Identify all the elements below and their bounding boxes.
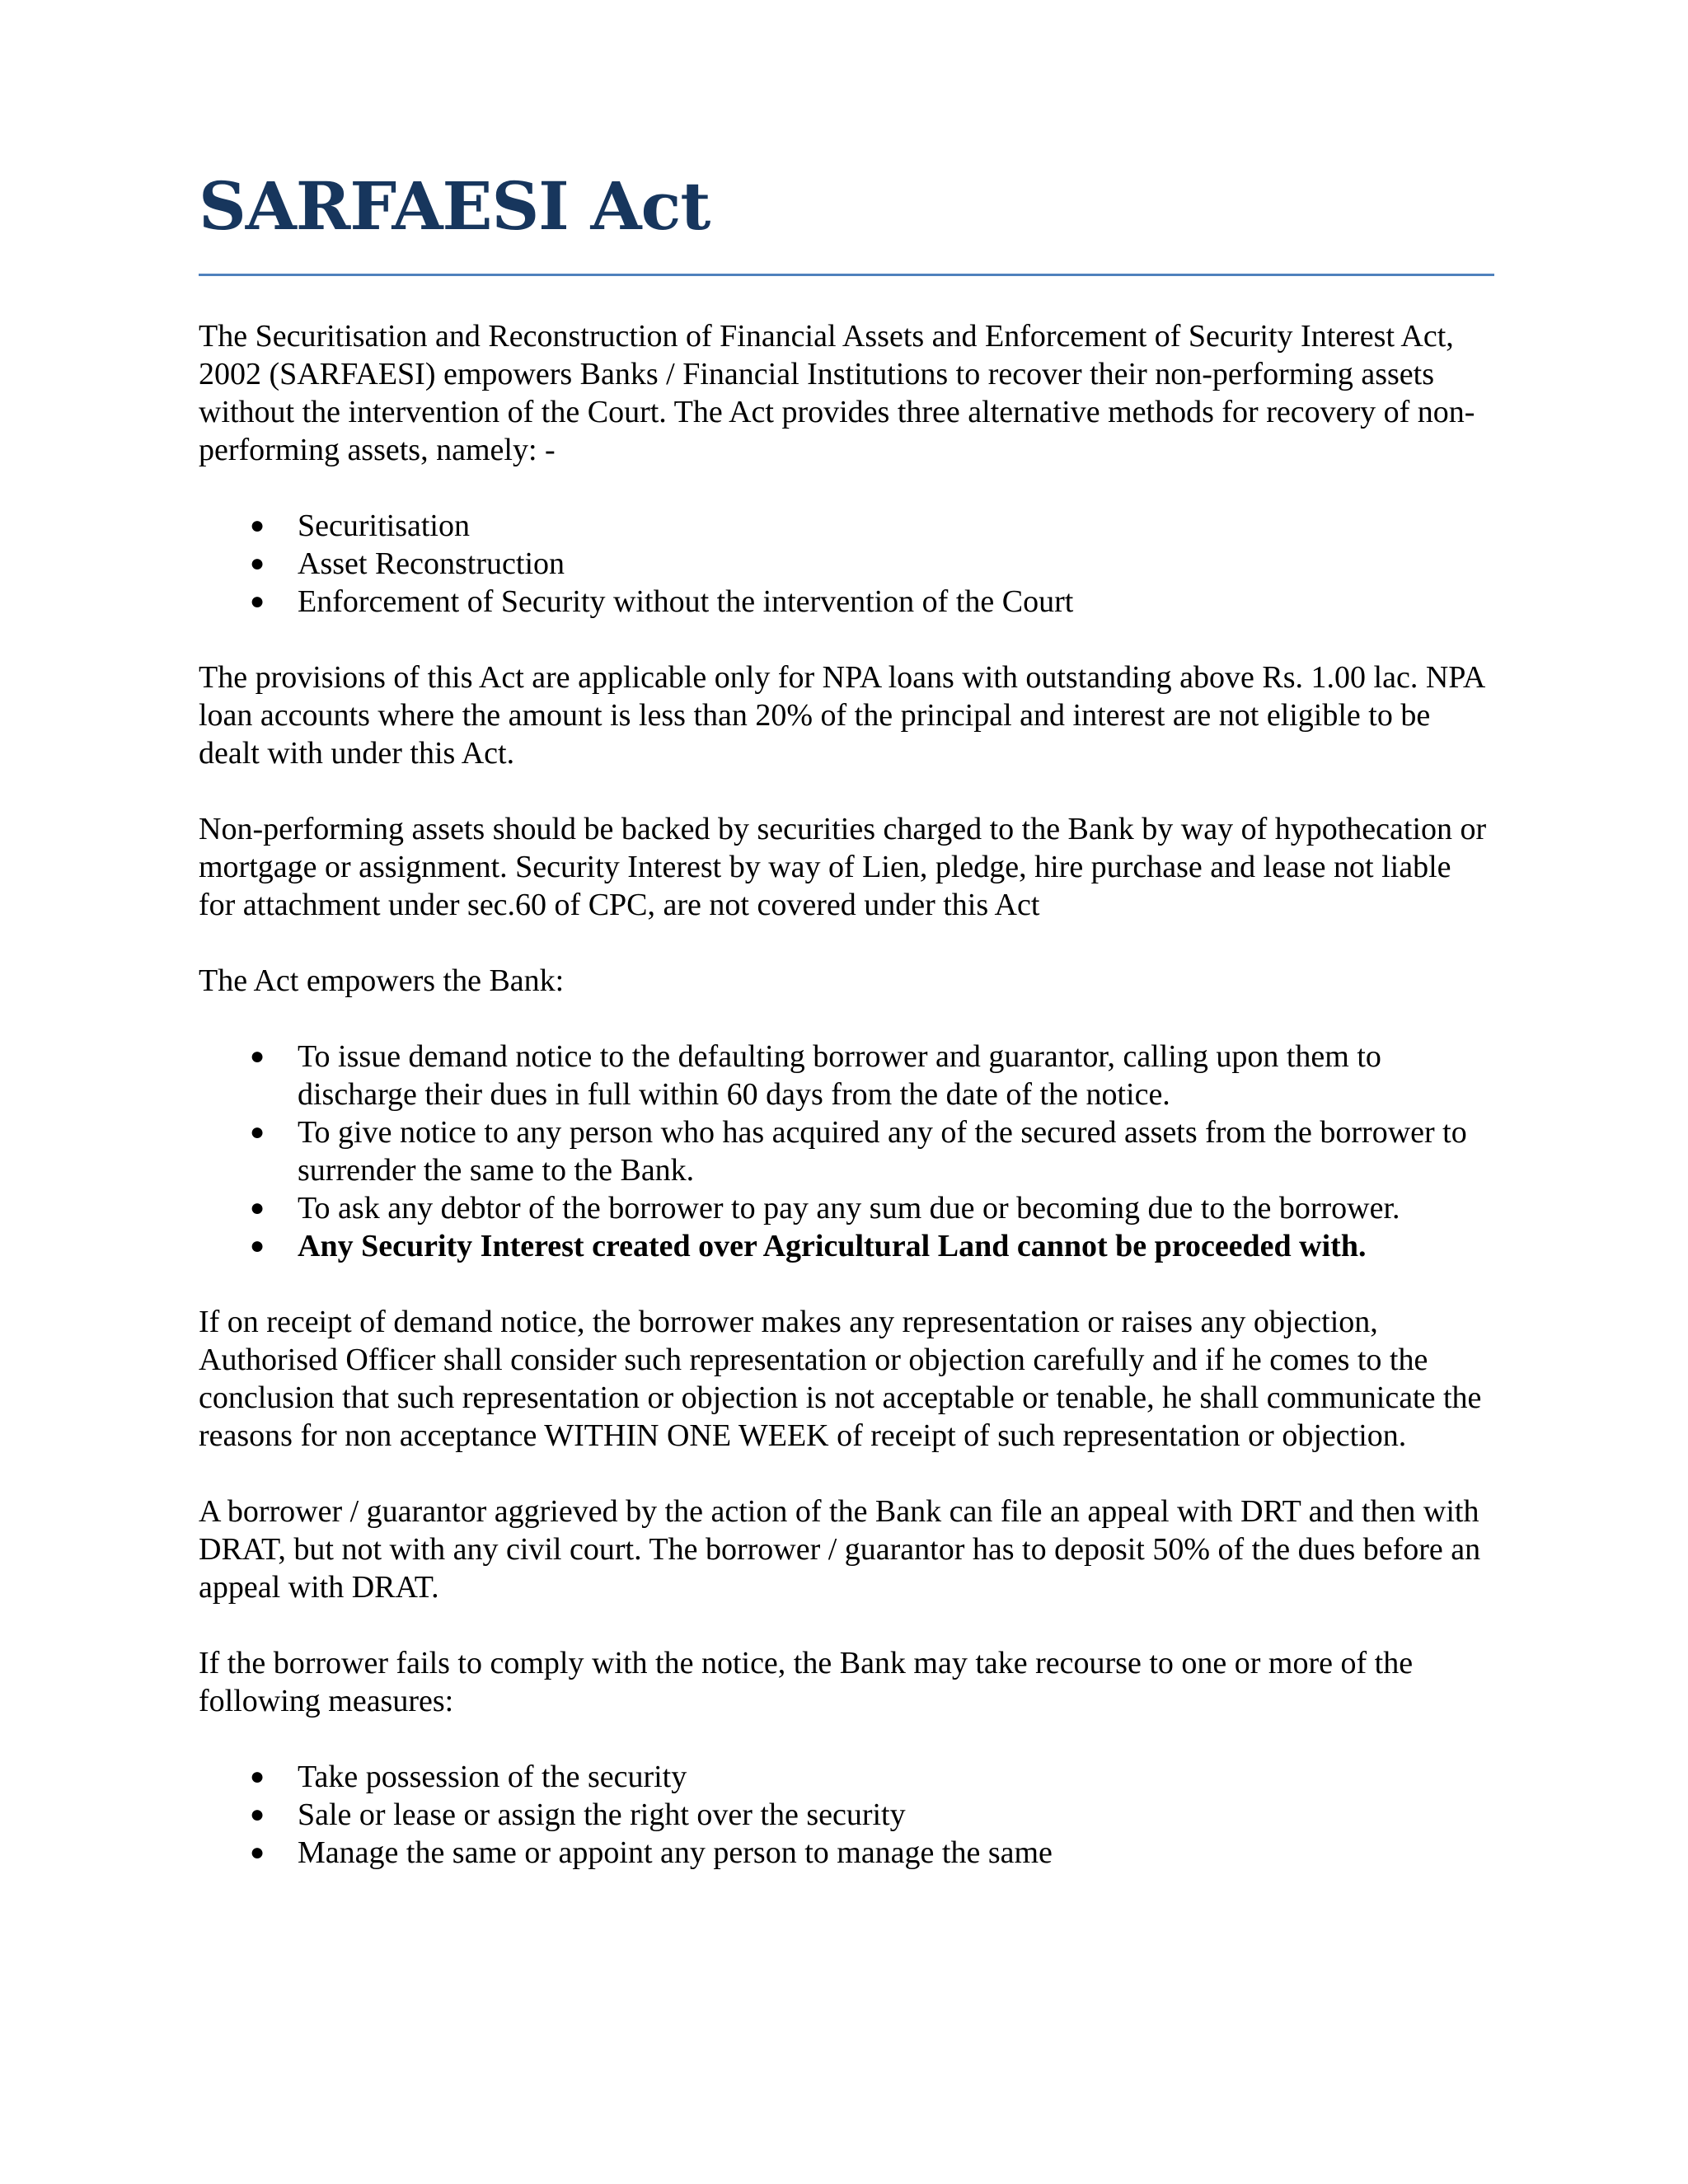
bank-powers-list: [199, 1038, 1494, 1265]
list-item: ● To ask any debtor of the borrower to pay any sum due or becoming due to the borrower.: [250, 1191, 1400, 1226]
list-item: ● Enforcement of Security without the intervention of the Court: [250, 584, 1074, 619]
list-item: ● To issue demand notice to the defaulting borrower and guarantor, calling upon them to discharge their dues in full within 60 days from the date of the notice.: [250, 1039, 1381, 1112]
list-item: ● To give notice to any person who has acquired any of the secured assets from the borrower to surrender the same to the Bank.: [250, 1115, 1467, 1188]
list-item: ● Take possession of the security: [250, 1760, 687, 1794]
bullet-icon: ●: [250, 1232, 265, 1259]
bullet-icon: ●: [250, 1118, 265, 1146]
applicability-paragraph: The provisions of this Act are applicable only for NPA loans with outstanding above Rs. 1.00 lac. NPA loan accounts where the amount is less than 20% of the principal and interest are not eligible to be dealt with under this Act.: [199, 660, 1484, 771]
list-item: ● Manage the same or appoint any person to manage the same: [250, 1835, 1053, 1870]
list-item: ● Securitisation: [250, 509, 470, 543]
appeal-paragraph: A borrower / guarantor aggrieved by the action of the Bank can file an appeal with DRT and then with DRAT, but not with any civil court. The borrower / guarantor has to deposit 50% of the dues before an appeal with DRAT.: [199, 1494, 1481, 1605]
list-item: ● Sale or lease or assign the right over the security: [250, 1797, 906, 1832]
document-page: [199, 165, 1494, 1872]
bullet-icon: ●: [250, 1839, 265, 1866]
bullet-icon: ●: [250, 1801, 265, 1828]
recovery-methods-list: [199, 507, 1494, 621]
list-item: ● Asset Reconstruction: [250, 546, 565, 581]
bullet-icon: ●: [250, 512, 265, 539]
securities-paragraph: Non-performing assets should be backed by securities charged to the Bank by way of hypothecation or mortgage or assignment. Security Interest by way of Lien, pledge, hire purchase and lease not liable for attachment under sec.60 of CPC, are not covered under this Act: [199, 812, 1487, 922]
bullet-icon: ●: [250, 1763, 265, 1790]
empowers-heading: The Act empowers the Bank:: [199, 963, 565, 998]
bullet-icon: ●: [250, 1043, 265, 1070]
bullet-icon: ●: [250, 1194, 265, 1221]
intro-paragraph: The Securitisation and Reconstruction of Financial Assets and Enforcement of Security Interest Act, 2002 (SARFAESI) empowers Banks / Financial Institutions to recover their non-performing assets without the intervention of the Court. The Act provides three alternative methods for recovery of non-performing assets, namely: -: [199, 319, 1475, 467]
page-title: SARFAESI Act: [199, 165, 1494, 276]
bullet-icon: ●: [250, 588, 265, 615]
bullet-icon: ●: [250, 550, 265, 577]
list-item-bold: ● Any Security Interest created over Agricultural Land cannot be proceeded with.: [250, 1229, 1367, 1263]
measures-paragraph: If the borrower fails to comply with the notice, the Bank may take recourse to one or more of the following measures:: [199, 1646, 1414, 1718]
measures-list: [199, 1758, 1494, 1872]
representation-paragraph: If on receipt of demand notice, the borrower makes any representation or raises any objection, Authorised Officer shall consider such representation or objection carefully and if he comes to the conclusion that such representation or objection is not acceptable or tenable, he shall communicate the reasons for non acceptance WITHIN ONE WEEK of receipt of such representation or objection.: [199, 1305, 1482, 1453]
